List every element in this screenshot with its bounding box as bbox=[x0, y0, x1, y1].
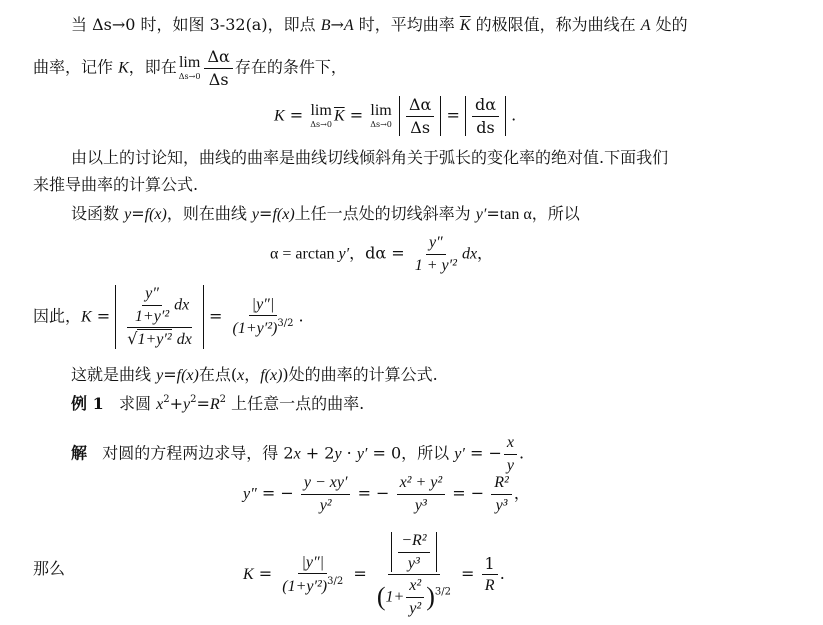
equation-circle-curvature: K = $\frac{|y''|}{(1+y'^2)^{3/2}}$ = $\frac{\text{−R²}}{\text{y³}}$ (1+ $\frac{\text{x²}}{\text{y²}}$ )$^{3/2}$ = $\frac{1}{R}$ . bbox=[243, 532, 505, 617]
equation-arctan: α = arctan y′，dα = $\frac{y''}{\text{1 + y′²}}$ dx， bbox=[270, 234, 494, 274]
solution-line: 解 对圆的方程两边求导，得 2x + 2y · y′ = 0，所以 y′ = − $\frac{x}{y}$ . bbox=[71, 434, 525, 474]
para3-line: 设函数 y=f(x)，则在曲线 y=f(x)上任一点处的切线斜率为 y′=tan α，所以 bbox=[71, 204, 580, 223]
equation-curvature-formula: 因此，K = $\frac{y''}{\text{1+y′²}}$ dx √1+y′² dx = $\frac{|y''|}{(1+y'^2)^{3/2}}$ . bbox=[33, 285, 304, 349]
equation-second-derivative: y″ = − $\frac{y - xy'}{\text{y²}}$ = − $\frac{\text{x² + y²}}{\text{y³}}$ = − $\frac{\text{R²}}{\text{y³}}$ ， bbox=[243, 474, 530, 514]
para4-line: 这就是曲线 y=f(x)在点(x，f(x))处的曲率的计算公式. bbox=[71, 365, 438, 384]
para1-line2: 曲率，记作 K，即在 lim Δs→0 $\frac{\Delta\alpha}{\Delta s}$ 存在的条件下， bbox=[33, 47, 347, 89]
para2-line2: 来推导曲率的计算公式. bbox=[33, 175, 199, 194]
para2-line1: 由以上的讨论知，曲线的曲率是曲线切线倾斜角关于弧长的变化率的绝对值.下面我们 bbox=[71, 148, 669, 167]
para1-line1: 当 Δs→0 时，如图 3-32(a)，即点 B→A 时，平均曲率 $\overline{K}$ 的极限值，称为曲线在 A 处的 bbox=[71, 15, 688, 34]
example-1: 例 1 求圆 $x^2+y^2=R^2$ 上任意一点的曲率. bbox=[71, 394, 365, 413]
equation-curvature-definition: K = lim Δs→0 $\overline{K}$ = lim Δs→0 $\frac{\Delta\alpha}{\Delta s}$ = $\frac{d\alpha}{ds}$ . bbox=[274, 95, 517, 137]
limit-operator: lim Δs→0 bbox=[178, 54, 201, 82]
equation-circle-curvature-label: 那么 bbox=[33, 559, 66, 578]
